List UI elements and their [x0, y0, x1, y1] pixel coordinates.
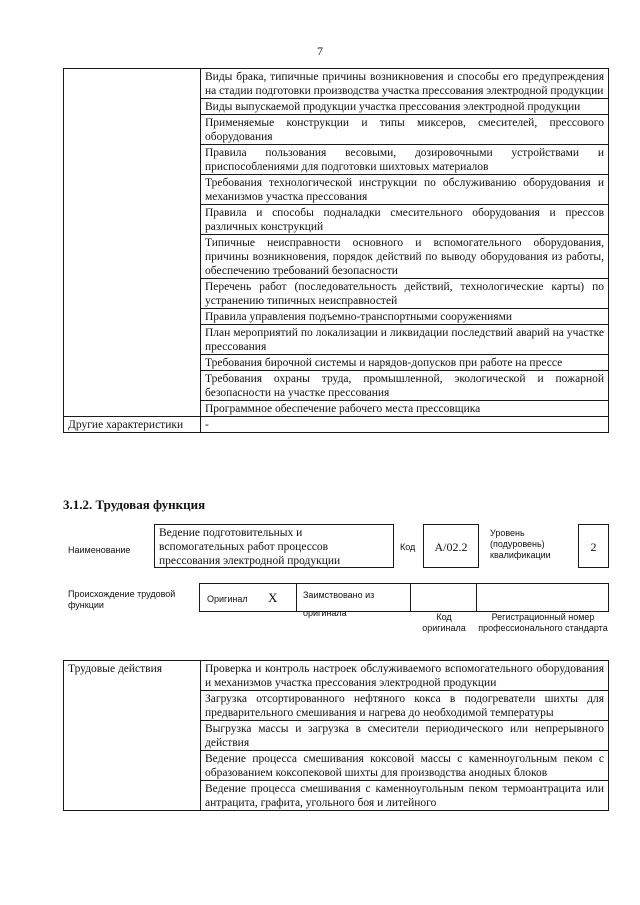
table-row [64, 661, 609, 691]
table-row [64, 69, 609, 99]
original-label: Оригинал [207, 594, 248, 604]
labor-actions-table [63, 660, 609, 811]
knowledge-item: Программное обеспечение рабочего места прессовщика [201, 401, 609, 417]
other-characteristics-value: - [201, 417, 609, 433]
knowledge-item: Правила управления подъемно-транспортными сооружениями [201, 309, 609, 325]
knowledge-item: Применяемые конструкции и типы миксеров, смесителей, прессового оборудования [201, 115, 609, 145]
knowledge-item: План мероприятий по локализации и ликвидации последствий аварий на участке прессования [201, 325, 609, 355]
origin-label: Происхождение трудовой функции [68, 589, 176, 610]
code-original-box [410, 583, 477, 612]
knowledge-item: Типичные неисправности основного и вспомогательного оборудования, причины возникновения, порядок действий по выводу оборудования из работы, обеспечению требований безопасности [201, 235, 609, 279]
labor-action-item: Проверка и контроль настроек обслуживаемого вспомогательного оборудования и механизмов участка прессования электродной продукции [201, 661, 609, 691]
original-mark: Х [268, 590, 278, 605]
labor-function-heading: 3.1.2. Трудовая функция [63, 497, 206, 512]
code-value: А/02.2 [423, 524, 479, 568]
knowledge-item: Требования технологической инструкции по обслуживанию оборудования и механизмов участка прессования [201, 175, 609, 205]
original-box [199, 583, 297, 612]
borrowed-box [296, 583, 411, 618]
labor-action-item: Ведение процесса смешивания с каменноугольным пеком термоантрацита или антрацита, графита, угольного боя и литейного [201, 781, 609, 811]
labor-action-item: Загрузка отсортированного нефтяного кокса в подогреватели шихты для предварительного смешивания и нагрева до необходимой температуры [201, 691, 609, 721]
knowledge-item: Правила пользования весовыми, дозировочными устройствами и приспособлениями для подготовки шихтовых материалов [201, 145, 609, 175]
other-characteristics-label: Другие характеристики [64, 417, 201, 433]
reg-number-label: Регистрационный номер профессионального стандарта [478, 612, 608, 633]
code-label: Код [400, 542, 416, 552]
knowledge-item: Перечень работ (последовательность действий, технологические карты) по устранению типичных неисправностей [201, 279, 609, 309]
page-number: 7 [317, 44, 323, 58]
reg-number-box [476, 583, 609, 612]
knowledge-item: Виды брака, типичные причины возникновения и способы его предупреждения на стадии подготовки производства участка прессования электродной продукции [201, 69, 609, 99]
code-original-label: Код оригинала [422, 612, 466, 633]
labor-action-item: Выгрузка массы и загрузка в смесители периодического или непрерывного действия [201, 721, 609, 751]
borrowed-label: Заимствовано из оригинала [303, 590, 375, 618]
level-label: Уровень (подуровень) квалификации [490, 528, 551, 560]
table-row [64, 417, 609, 433]
knowledge-table [63, 68, 609, 433]
level-value: 2 [578, 524, 609, 568]
empty-label-cell [64, 69, 201, 417]
labor-actions-label: Трудовые действия [64, 661, 201, 811]
knowledge-item: Требования бирочной системы и нарядов-допусков при работе на прессе [201, 355, 609, 371]
knowledge-item: Виды выпускаемой продукции участка прессования электродной продукции [201, 99, 609, 115]
knowledge-item: Правила и способы подналадки смесительного оборудования и прессов различных конструкций [201, 205, 609, 235]
function-name-value: Ведение подготовительных и вспомогательных работ процессов прессования электродной продукции [154, 524, 394, 568]
knowledge-item: Требования охраны труда, промышленной, экологической и пожарной безопасности на участке прессования [201, 371, 609, 401]
labor-action-item: Ведение процесса смешивания коксовой массы с каменноугольным пеком с образованием коксопековой шихты для производства анодных блоков [201, 751, 609, 781]
name-label: Наименование [68, 545, 131, 555]
